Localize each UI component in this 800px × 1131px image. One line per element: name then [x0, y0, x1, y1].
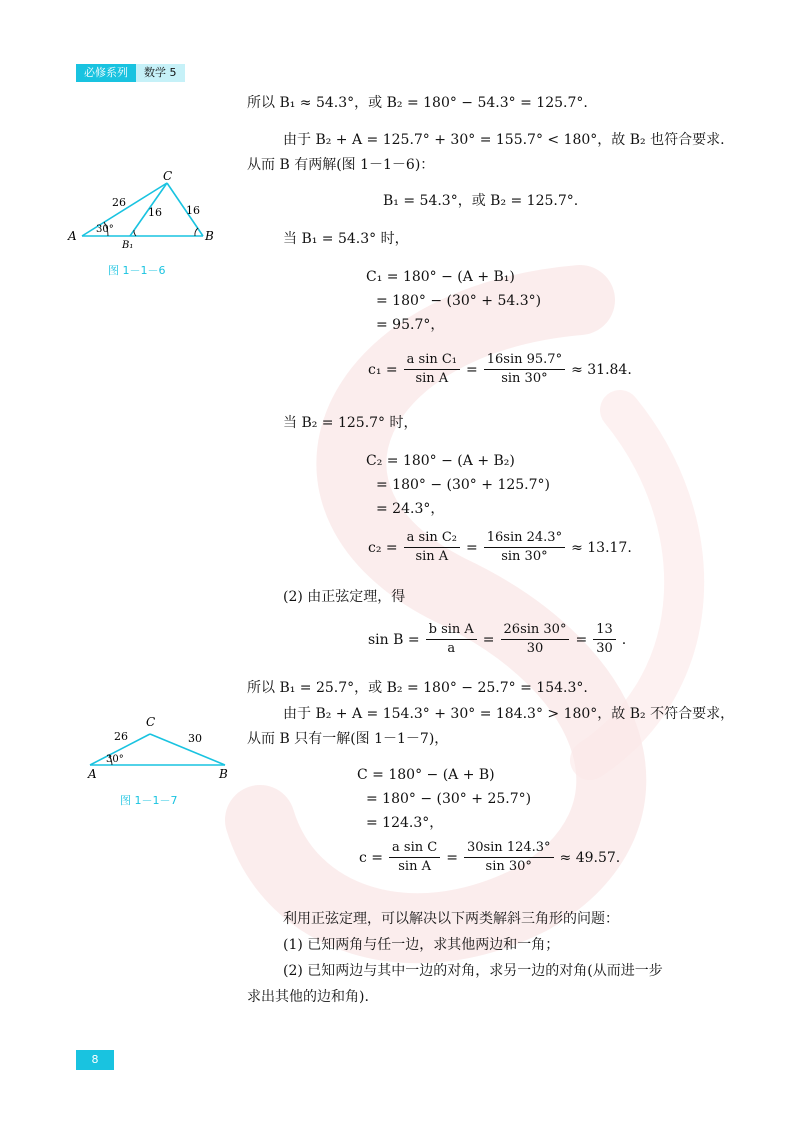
- eq-result: ≈ 13.17.: [571, 539, 632, 556]
- fraction: [402, 530, 462, 565]
- fraction: [424, 622, 479, 657]
- calc-line: = 180° − (30° + 54.3°): [376, 293, 542, 309]
- numerator: 16sin 24.3°: [484, 530, 565, 548]
- denominator: 30: [596, 641, 613, 656]
- numerator: 16sin 95.7°: [484, 352, 565, 370]
- subject-label: 数学 5: [136, 64, 185, 82]
- eq-lhs: sin B =: [368, 631, 420, 648]
- numerator: 30sin 124.3°: [464, 840, 554, 858]
- fraction: [499, 622, 572, 657]
- fraction: [591, 622, 618, 657]
- eq-sign: =: [466, 539, 478, 556]
- fraction: [402, 352, 462, 387]
- text-line: B₁ = 54.3°，或 B₂ = 125.7°.: [383, 193, 579, 209]
- fraction: [387, 840, 442, 875]
- eq-lhs: c =: [359, 849, 384, 866]
- calc-line: C₂ = 180° − (A + B₂): [366, 453, 515, 469]
- angle-arc-b1: [134, 230, 136, 236]
- text-line: 从而 B 有两解(图 1－1－6)：: [247, 157, 435, 173]
- text-line: 利用正弦定理，可以解决以下两类解斜三角形的问题：: [283, 911, 619, 927]
- text-line: 从而 B 只有一解(图 1－1－7)，: [247, 731, 449, 747]
- eq-sign: =: [575, 631, 588, 648]
- header-tag: [76, 64, 185, 82]
- numerator: a sin C₁: [404, 352, 460, 370]
- label-b: B: [219, 767, 228, 781]
- denominator: sin 30°: [485, 859, 532, 874]
- numerator: a sin C: [389, 840, 440, 858]
- label-a: A: [88, 767, 97, 781]
- eq-result: ≈ 31.84.: [571, 361, 632, 378]
- eq-lhs: c₂ =: [368, 539, 398, 556]
- calc-line: = 24.3°，: [376, 501, 445, 517]
- text-line: 求出其他的边和角).: [247, 989, 369, 1005]
- equation: [366, 352, 634, 387]
- denominator: sin 30°: [501, 549, 548, 564]
- label-angle: 30°: [96, 224, 114, 235]
- eq-sign: =: [446, 849, 458, 866]
- text-line: 由于 B₂ + A = 125.7° + 30° = 155.7° < 180°，故 B₂ 也符合要求.: [283, 132, 725, 148]
- label-b: B: [205, 229, 214, 243]
- equation: [357, 840, 622, 875]
- numerator: 26sin 30°: [501, 622, 570, 640]
- numerator: a sin C₂: [404, 530, 460, 548]
- calc-line: = 124.3°，: [366, 815, 444, 831]
- calc-line: C₁ = 180° − (A + B₁): [366, 269, 515, 285]
- text-line: 当 B₁ = 54.3° 时，: [283, 231, 409, 247]
- label-c: C: [163, 170, 173, 183]
- series-label: 必修系列: [76, 64, 136, 82]
- page-number: 8: [76, 1050, 114, 1070]
- equation: [366, 622, 628, 657]
- eq-result: ≈ 49.57.: [559, 849, 621, 866]
- eq-sign: =: [482, 631, 495, 648]
- label-a: A: [68, 229, 77, 243]
- calc-line: = 95.7°，: [376, 317, 445, 333]
- calc-line: = 180° − (30° + 125.7°): [376, 477, 550, 493]
- eq-sign: =: [466, 361, 478, 378]
- text-line: 所以 B₁ = 25.7°，或 B₂ = 180° − 25.7° = 154.3°.: [247, 680, 588, 696]
- eq-end: .: [621, 631, 627, 648]
- calc-line: C = 180° − (A + B): [357, 767, 495, 783]
- figure-caption: 图 1－1－7: [120, 794, 178, 807]
- text-line: (1) 已知两角与任一边，求其他两边和一角；: [283, 937, 560, 953]
- label-side-cb: 16: [186, 204, 200, 217]
- denominator: a: [447, 641, 456, 656]
- calc-line: = 180° − (30° + 25.7°): [366, 791, 532, 807]
- eq-lhs: c₁ =: [368, 361, 398, 378]
- label-side-ac: 26: [114, 730, 128, 743]
- denominator: sin A: [415, 549, 449, 564]
- text-line: (2) 已知两边与其中一边的对角，求另一边的对角(从而进一步: [283, 963, 663, 979]
- text-line: 当 B₂ = 125.7° 时，: [283, 415, 418, 431]
- equation: [366, 530, 634, 565]
- numerator: 13: [593, 622, 616, 640]
- fraction: [482, 352, 567, 387]
- text-line: 所以 B₁ ≈ 54.3°，或 B₂ = 180° − 54.3° = 125.7°.: [247, 95, 588, 111]
- denominator: 30: [526, 641, 544, 656]
- text-line: 由于 B₂ + A = 154.3° + 30° = 184.3° > 180°，故 B₂ 不符合要求，: [283, 706, 735, 722]
- label-side-cb: 30: [188, 732, 202, 745]
- fraction: [462, 840, 556, 875]
- denominator: sin A: [415, 371, 449, 386]
- figure-1-1-6: [60, 170, 220, 250]
- label-b1: B₁: [122, 240, 134, 250]
- label-angle: 30°: [106, 754, 124, 765]
- denominator: sin 30°: [501, 371, 548, 386]
- numerator: b sin A: [426, 622, 477, 640]
- fraction: [482, 530, 567, 565]
- denominator: sin A: [398, 859, 431, 874]
- figure-caption: 图 1－1－6: [108, 264, 166, 277]
- label-side-cb1: 16: [148, 206, 162, 219]
- text-line: (2) 由正弦定理，得: [283, 589, 406, 605]
- label-side-ac: 26: [112, 196, 126, 209]
- figure-1-1-7: [80, 712, 240, 782]
- label-c: C: [146, 715, 156, 729]
